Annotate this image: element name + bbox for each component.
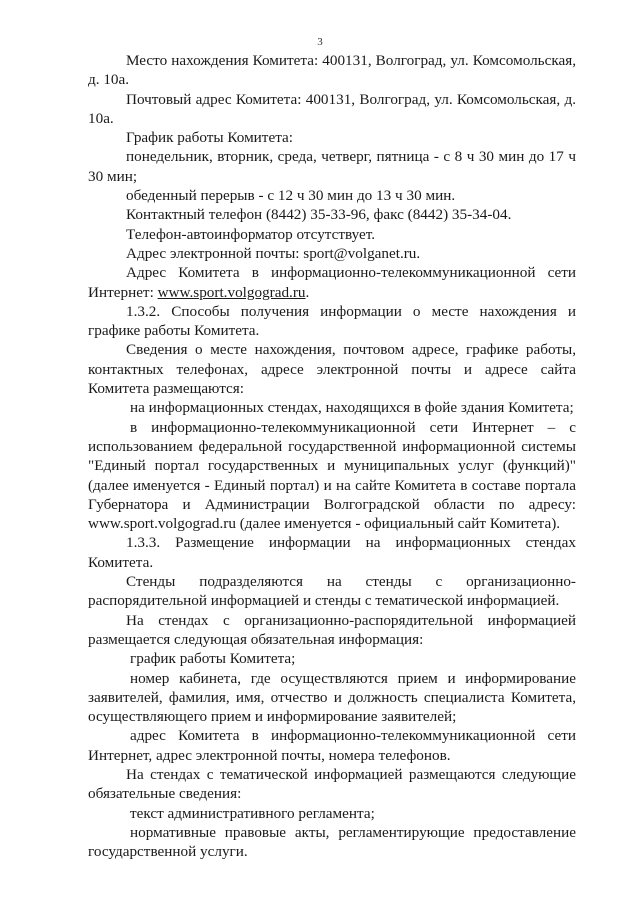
paragraph-thematic-item-acts: нормативные правовые акты, регламентирующие предоставление государственной услуги. [88,823,576,861]
paragraph-thematic-item-regulation: текст административного регламента; [130,804,375,822]
site-link[interactable]: www.sport.volgograd.ru [157,283,306,301]
section-1-3-3: 1.3.3. Размещение информации на информационных стендах Комитета. [88,534,576,571]
document-body [88,51,576,861]
paragraph-lunch-break: обеденный перерыв - с 12 ч 30 мин до 13 ч 30 мин. [126,187,456,205]
internet-address-end: . [305,283,310,301]
paragraph-org-item-address: адрес Комитета в информационно-телекоммуникационной сети Интернет, адрес электронной почты, номера телефонов. [88,727,576,764]
paragraph-internet-portal: в информационно-телекоммуникационной сети Интернет – с использованием федеральной государственной информационной системы "Единый портал государственных и муниципальных услуг (функций)" (далее именуется - Единый портал) и на сайте Комитета в составе портала Губернатора и Администрации Волгоградской области по адресу: www.sport.volgograd.ru (далее именуется - официальный сайт Комитета). [88,418,576,533]
paragraph-stands-foyer: на информационных стендах, находящихся в фойе здания Комитета; [130,399,574,417]
paragraph-autoinformer: Телефон-автоинформатор отсутствует. [126,225,376,243]
paragraph-info-placement: Сведения о месте нахождения, почтовом адресе, графике работы, контактных телефонах, адресе электронной почты и адресе сайта Комитета размещаются: [88,341,576,398]
paragraph-phone-fax: Контактный телефон (8442) 35-33-96, факс (8442) 35-34-04. [126,206,512,224]
page-number: 3 [317,36,323,48]
paragraph-org-stands: На стендах с организационно-распорядительной информацией размещается следующая обязательная информация: [88,611,576,648]
section-1-3-2: 1.3.2. Способы получения информации о месте нахождения и графике работы Комитета. [88,302,576,340]
paragraph-workdays: понедельник, вторник, среда, четверг, пятница - с 8 ч 30 мин до 17 ч 30 мин; [88,148,576,185]
paragraph-postal-address: Почтовый адрес Комитета: 400131, Волгоград, ул. Комсомольская, д. 10а. [88,90,576,127]
paragraph-internet-address [88,263,576,302]
paragraph-location: Место нахождения Комитета: 400131, Волгоград, ул. Комсомольская, д. 10а. [88,52,576,89]
paragraph-stand-types: Стенды подразделяются на стенды с организационно-распорядительной информацией и стенды с тематической информацией. [88,573,576,610]
paragraph-org-item-cabinet: номер кабинета, где осуществляются прием и информирование заявителей, фамилия, имя, отчество и должность специалиста Комитета, осуществляющего прием и информирование заявителей; [88,669,576,726]
paragraph-org-item-schedule: график работы Комитета; [130,650,296,668]
paragraph-email: Адрес электронной почты: sport@volganet.ru. [126,244,421,262]
internet-address-text: Адрес Комитета в информационно-телекоммуникационной сети Интернет: [88,264,576,301]
paragraph-thematic-stands: На стендах с тематической информацией размещаются следующие обязательные сведения: [88,765,576,803]
paragraph-schedule-heading: График работы Комитета: [126,129,293,147]
